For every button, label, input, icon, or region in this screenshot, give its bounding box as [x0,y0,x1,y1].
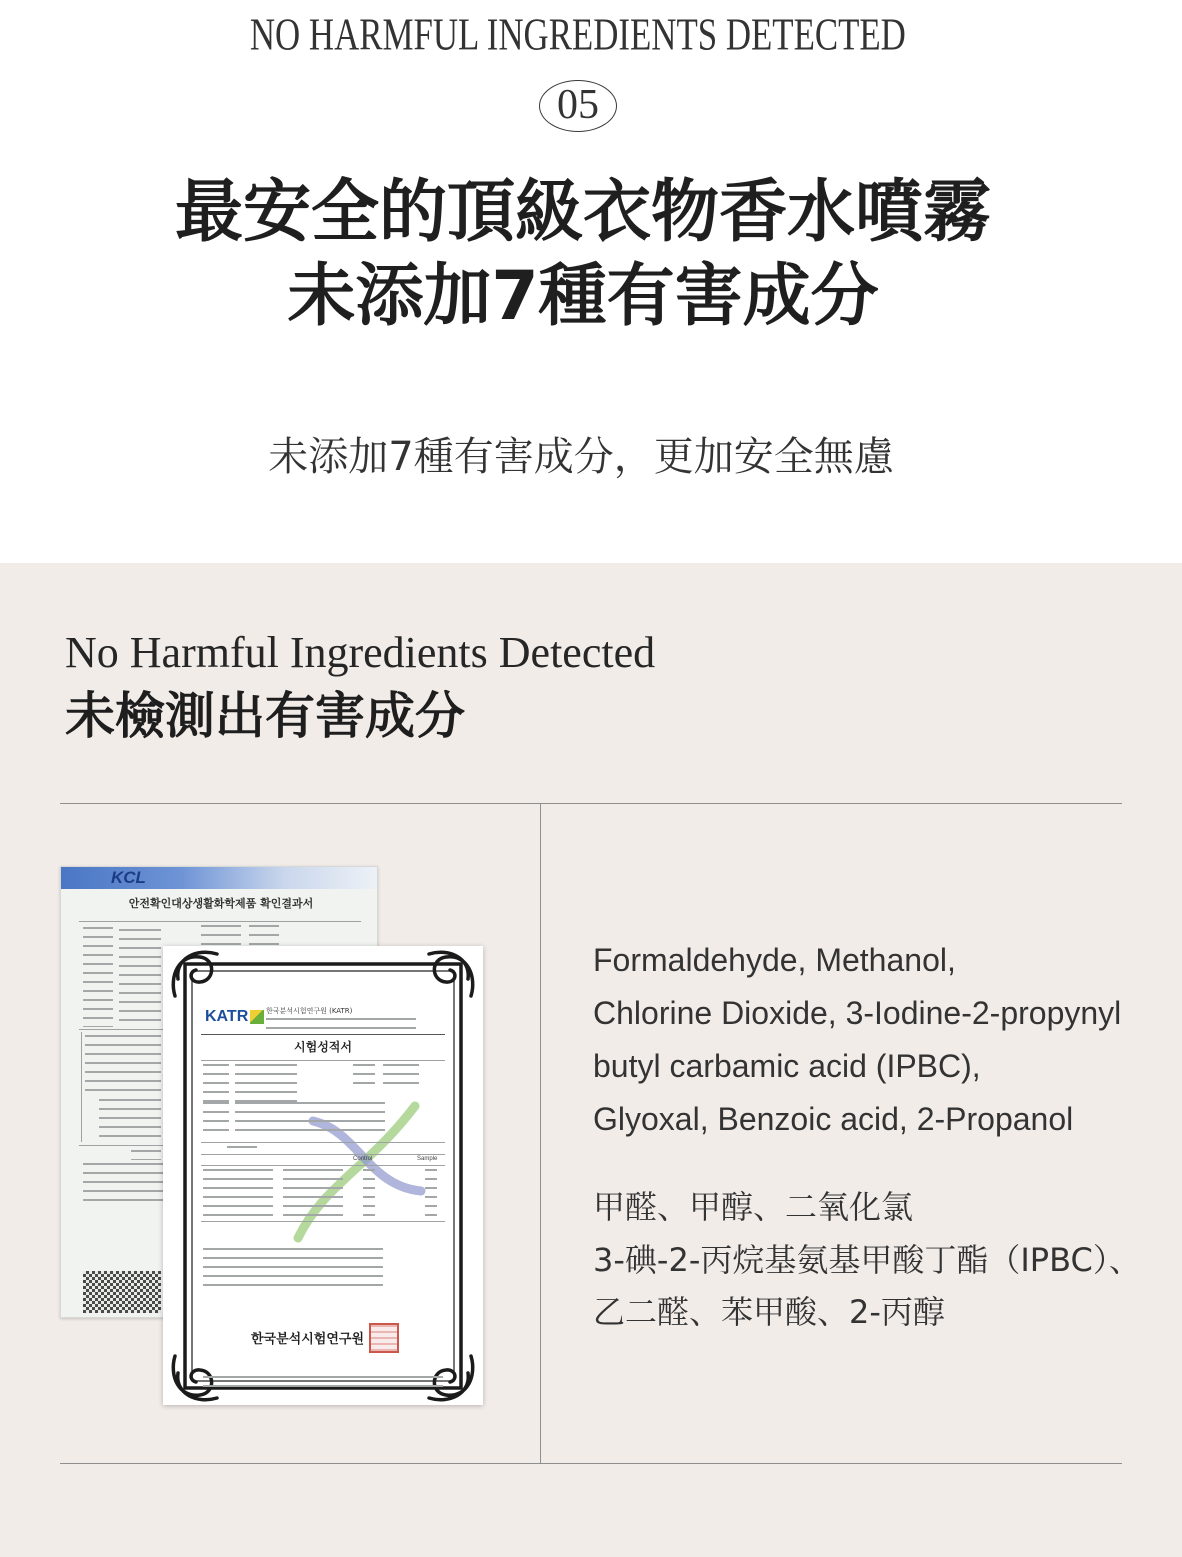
document-text-lines [201,925,241,947]
document-text-lines [83,1163,163,1203]
katr-logo-text: KATR [205,1008,249,1025]
document-text-lines [363,1196,375,1216]
section-number: 05 [557,82,599,128]
document-text-lines [227,1146,257,1150]
document-text-lines [249,925,279,947]
document-text-lines [283,1169,343,1189]
document-text-lines [203,1196,273,1216]
page-subtitle: 未添加7種有害成分，更加安全無慮 [268,434,894,480]
page-title-line-2: 未添加7種有害成分 [287,257,879,336]
section-heading-english: No Harmful Ingredients Detected [65,628,656,677]
ingredients-line: Chlorine Dioxide, 3-Iodine-2-propynyl [593,995,1122,1031]
document-rule [79,1145,164,1146]
document-rule [201,1142,445,1143]
document-text-lines [131,1150,161,1160]
ingredients-section [0,563,1182,1557]
document-text-lines [383,1064,419,1084]
table-column-divider [540,803,541,1463]
ingredients-line: 甲醛、甲醇、二氧化氯 [593,1188,914,1226]
document-text-lines [235,1064,297,1102]
ingredients-line: 3-碘-2-丙烷基氨基甲酸丁酯（IPBC）、 [593,1240,1141,1279]
katr-signature-organization: 한국분석시험연구원 [251,1332,365,1347]
document-rule [201,1034,445,1035]
document-rule [201,1154,445,1155]
document-text-lines [99,1099,161,1139]
document-text-lines [203,1102,229,1132]
kcl-document-title: 안전확인대상생활화학제품 확인결과서 [128,897,314,910]
section-heading-chinese: 未檢測出有害成分 [65,687,465,745]
results-column-sample: Sample [417,1156,438,1162]
katr-certificate-image [163,946,483,1405]
table-top-divider [60,803,1122,804]
ingredients-list-chinese [593,1181,1141,1339]
page-title [0,171,1166,339]
document-text-lines [235,1102,385,1132]
document-text-lines [425,1196,437,1216]
eyebrow-label: NO HARMFUL INGREDIENTS DETECTED [249,8,906,60]
ingredients-line: 乙二醛、苯甲酸、2-丙醇 [593,1293,945,1331]
document-rule [81,1032,82,1142]
document-text-lines [119,929,161,1025]
document-rule [79,921,361,922]
document-rule [201,1060,445,1061]
document-text-lines [283,1196,343,1216]
katr-document-title: 시험성적서 [294,1040,352,1054]
katr-logo-mark-icon [250,1010,264,1024]
kcl-header-band [61,867,378,889]
document-text-lines [85,1035,161,1095]
kcl-logo: KCL [111,868,146,887]
ingredients-line: butyl carbamic acid (IPBC), [593,1048,981,1084]
document-rule [79,1029,164,1030]
document-text-lines [203,1248,383,1288]
page-title-line-1: 最安全的頂級衣物香水噴霧 [174,173,991,252]
ingredients-line: Glyoxal, Benzoic acid, 2-Propanol [593,1101,1074,1137]
section-number-badge [539,80,617,132]
document-text-lines [363,1169,375,1189]
katr-organization-name: 한국분석시험연구원 (KATR) [266,1007,353,1015]
ingredients-list-english [593,934,1121,1146]
table-bottom-divider [60,1463,1122,1464]
red-seal-stamp-icon [369,1323,399,1353]
intro-section [0,0,1182,563]
document-footer-lines [203,1376,443,1388]
qr-code-icon [83,1271,161,1313]
katr-logo [205,1008,264,1026]
document-rule [201,1221,445,1222]
document-text-lines [203,1064,229,1102]
results-column-control: Control [353,1156,373,1162]
ingredients-line: Formaldehyde, Methanol, [593,942,956,978]
document-rule [201,1165,445,1166]
document-text-lines [83,927,113,1027]
document-text-lines [353,1064,375,1084]
document-text-lines [266,1018,416,1029]
document-text-lines [425,1169,437,1189]
document-text-lines [203,1169,273,1189]
eyebrow-heading [0,8,1155,60]
